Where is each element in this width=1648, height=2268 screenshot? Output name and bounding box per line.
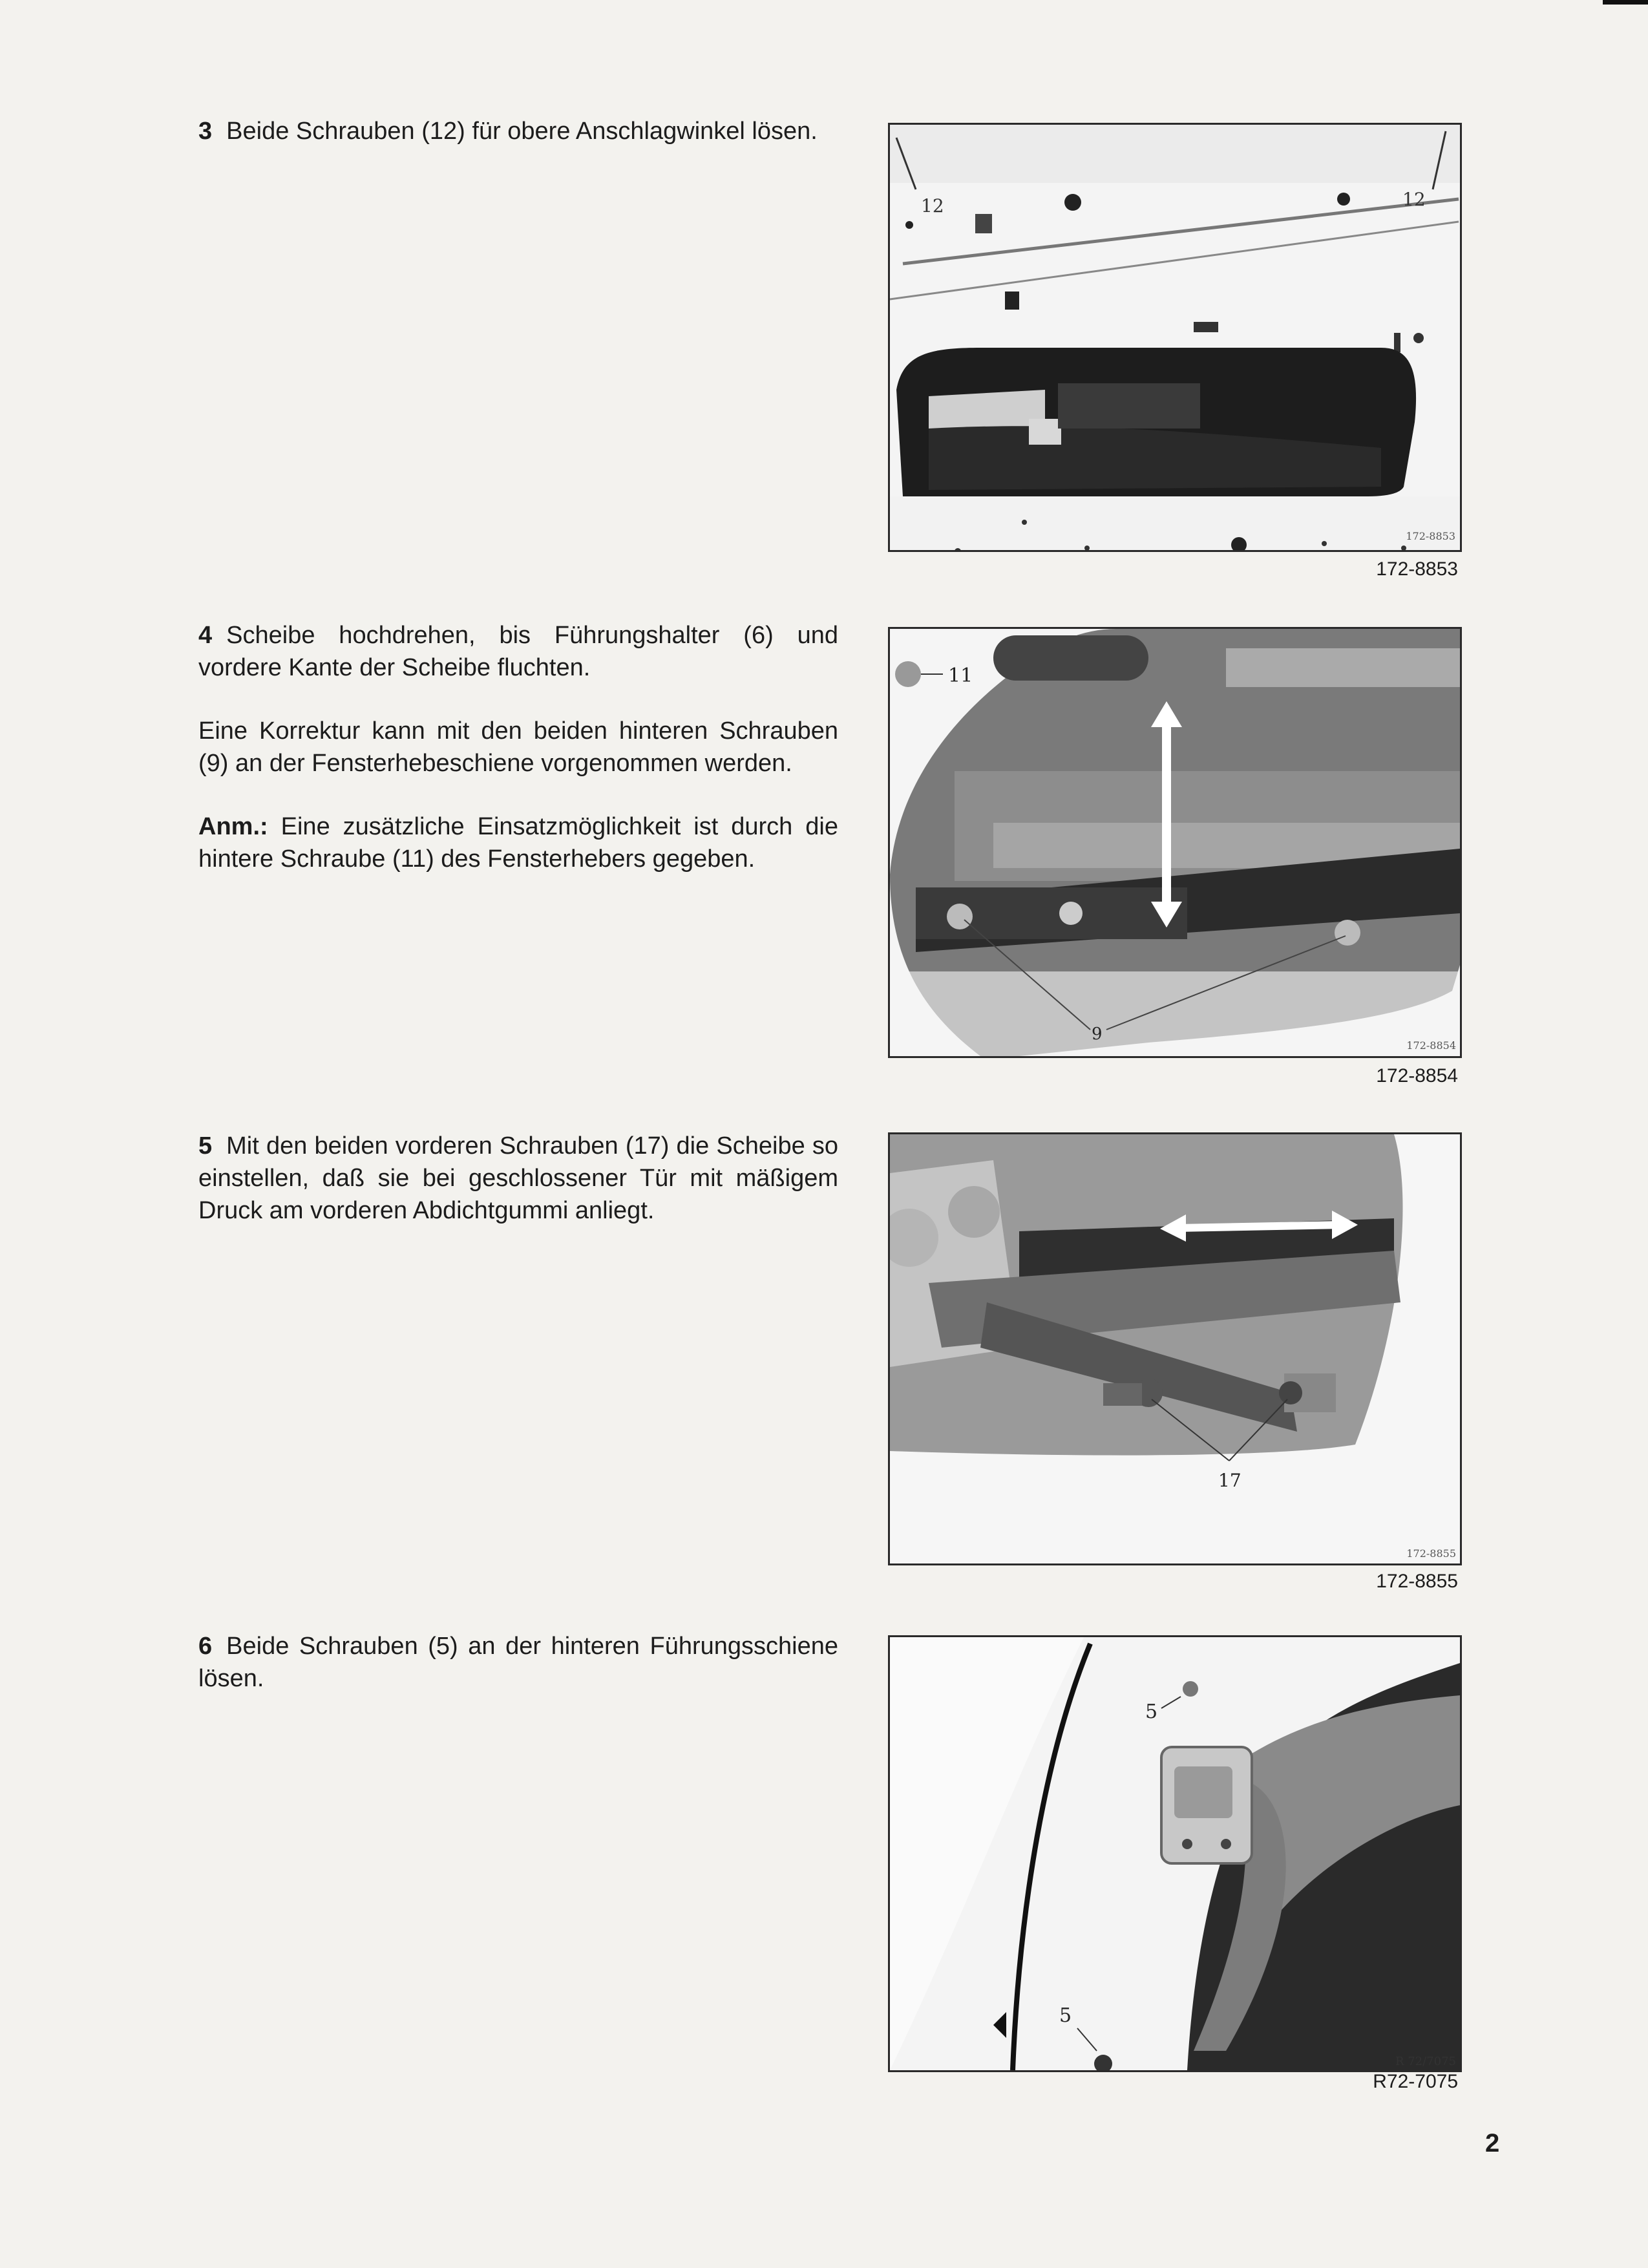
window-regulator-photo (890, 629, 1460, 1056)
door-upper-photo (890, 125, 1460, 550)
step-5-paragraph (198, 1130, 838, 1227)
step-number: 3 (198, 118, 213, 145)
step-4-instruction: Scheibe hochdrehen, bis Führungshalter (6) und vordere Kante der Scheibe fluchten. (198, 622, 838, 681)
label-11: 11 (948, 664, 973, 687)
figure-id: R 72/7075 (1395, 2055, 1456, 2068)
scan-corner-mark (1603, 0, 1648, 5)
step-3-text (198, 115, 838, 178)
step-3-paragraph (198, 115, 838, 147)
caption-172-8854: 172-8854 (1376, 1065, 1458, 1086)
figure-172-8853 (888, 123, 1462, 552)
figure-id: 172-8855 (1406, 1547, 1456, 1560)
step-5-text (198, 1130, 838, 1258)
step-4-correction-note: Eine Korrektur kann mit den beiden hinteren Schrauben (9) an der Fensterhebeschiene vorgenommen werden. (198, 717, 838, 777)
figure-id: 172-8854 (1406, 1039, 1456, 1052)
label-9: 9 (1092, 1024, 1103, 1044)
step-5-instruction: Mit den beiden vorderen Schrauben (17) die Scheibe so einstellen, daß sie bei geschlossener Tür mit mäßigem Druck am vorderen Abdichtgummi anliegt. (198, 1132, 838, 1224)
step-4-remark (198, 811, 838, 875)
step-6-paragraph (198, 1630, 838, 1695)
step-4-text (198, 619, 838, 906)
front-screws-photo (890, 1134, 1460, 1563)
caption-172-8853: 172-8853 (1376, 558, 1458, 580)
step-number: 5 (198, 1132, 213, 1160)
figure-172-8855 (888, 1132, 1462, 1565)
step-6-text (198, 1630, 838, 1726)
step-3-instruction: Beide Schrauben (12) für obere Anschlagwinkel lösen. (226, 118, 818, 145)
label-5-lower: 5 (1059, 2004, 1072, 2027)
label-12-right: 12 (1402, 189, 1426, 210)
caption-r72-7075: R72-7075 (1373, 2071, 1458, 2092)
label-5-upper: 5 (1145, 1701, 1158, 1723)
remark-text: Eine zusätzliche Einsatzmöglichkeit ist durch die hintere Schraube (11) des Fensterhebers gegeben. (198, 813, 838, 873)
label-12-left: 12 (921, 195, 944, 217)
caption-172-8855: 172-8855 (1376, 1571, 1458, 1592)
figure-r72-7075 (888, 1635, 1462, 2072)
step-6-instruction: Beide Schrauben (5) an der hinteren Führungsschiene lösen. (198, 1633, 838, 1692)
step-number: 6 (198, 1633, 213, 1660)
figure-id: 172-8853 (1406, 530, 1455, 542)
figure-172-8854 (888, 627, 1462, 1058)
step-number: 4 (198, 622, 213, 649)
remark-label: Anm.: (198, 813, 268, 840)
rear-guide-rail-photo (890, 1637, 1460, 2070)
page-number: 2 (1485, 2129, 1500, 2157)
step-4-paragraph (198, 619, 838, 684)
label-17: 17 (1218, 1470, 1241, 1491)
